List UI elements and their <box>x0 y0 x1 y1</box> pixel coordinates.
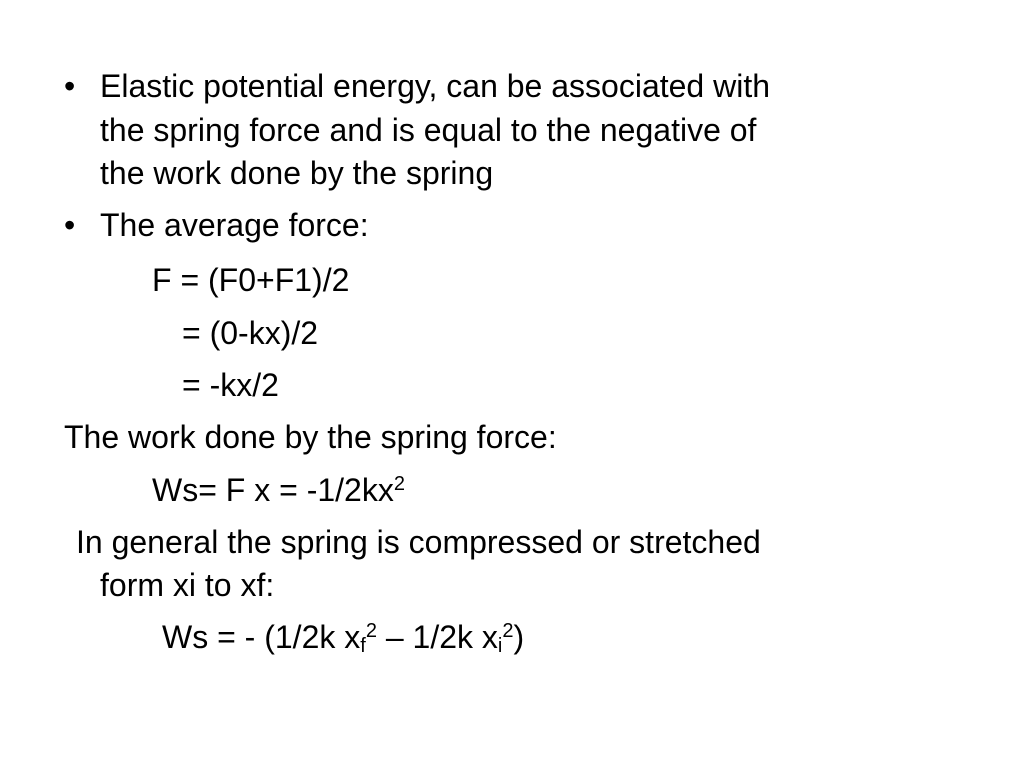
equation-simplified: = -kx/2 <box>182 367 279 403</box>
general-line1: In general the spring is compressed or stretched <box>76 524 761 560</box>
work-heading: The work done by the spring force: <box>64 419 557 455</box>
equation-part2: – 1/2k x <box>376 619 498 655</box>
equation-average-force: F = (F0+F1)/2 <box>152 262 350 298</box>
equation-work-spring <box>152 470 405 510</box>
equation-work-text: Ws= F x = -1/2kx <box>152 472 394 508</box>
equation-substituted: = (0-kx)/2 <box>182 315 319 351</box>
equation-part1: Ws = - (1/2k x <box>162 619 361 655</box>
general-line2: form xi to xf: <box>100 567 275 603</box>
bullet-marker: • <box>64 207 76 243</box>
bullet1-line3: the work done by the spring <box>100 155 494 191</box>
bullet1-line1: Elastic potential energy, can be associated with <box>100 68 771 104</box>
equation-work-general <box>162 617 524 657</box>
equation-part3: ) <box>513 619 525 655</box>
bullet1-line2: the spring force and is equal to the negative of <box>100 112 757 148</box>
exponent: 2 <box>365 620 377 642</box>
bullet2-text: The average force: <box>100 207 369 243</box>
exponent: 2 <box>502 620 514 642</box>
exponent: 2 <box>393 473 405 495</box>
subscript-f: f <box>360 635 366 657</box>
subscript-i: i <box>497 635 503 657</box>
bullet-marker: • <box>64 68 76 104</box>
